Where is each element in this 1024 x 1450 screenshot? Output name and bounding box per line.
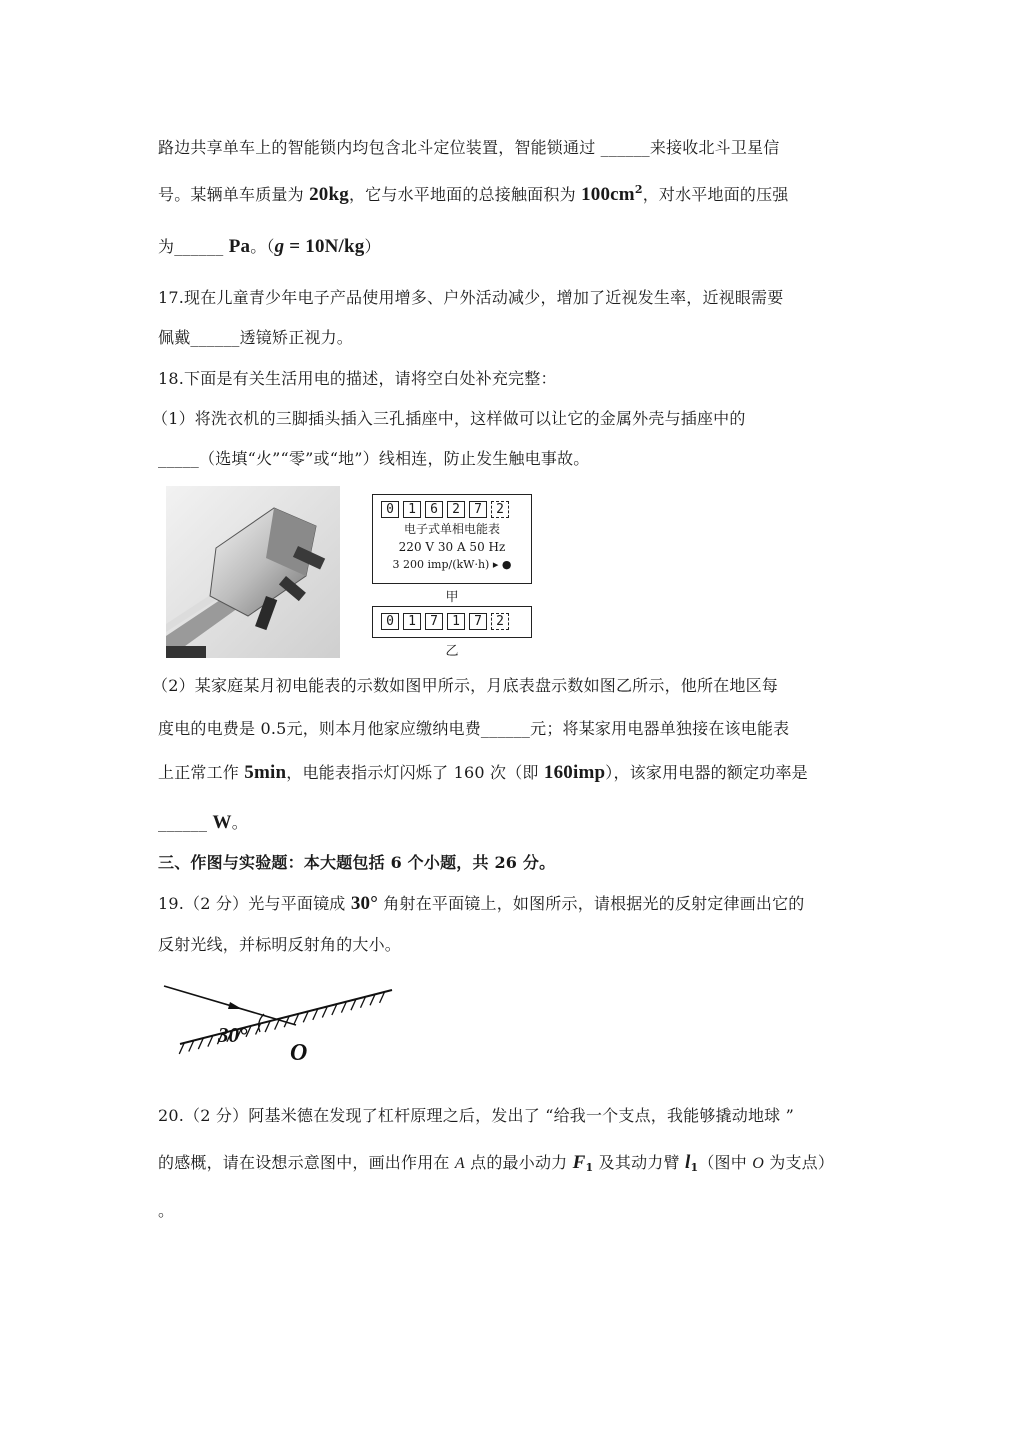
q16-line2-text-c: ，对水平地面的压强 (642, 185, 789, 204)
mirror-hatching (179, 992, 384, 1054)
q20-pivot-o: O (752, 1155, 764, 1172)
meter-jia-digit: 2 (491, 501, 509, 518)
q20-arm-sub: 1 (690, 1161, 699, 1174)
q16-line1: 路边共享单车上的智能锁内均包含北斗定位装置，智能锁通过 ______来接收北斗卫星信 (158, 138, 780, 157)
q20-arm-symbol: l (684, 1152, 691, 1173)
meter-yi-digits (381, 613, 523, 630)
q18-power-unit: W (212, 812, 232, 833)
q16-g-symbol: g (274, 236, 285, 257)
meter-jia-digit: 6 (425, 501, 443, 518)
q17-line2: 佩戴______透镜矫正视力。 (158, 328, 354, 347)
q20-line2-text-a: 的感概，请在设想示意图中，画出作用在 (158, 1153, 455, 1172)
q18-imp-count: 160imp (543, 762, 606, 783)
point-o-label: O (290, 1040, 308, 1065)
q18-p1-line2: _____（选填“火”“零”或“地”）线相连，防止发生触电事故。 (158, 449, 590, 468)
q16-line3-text-c: ） (364, 237, 381, 256)
meter-imp-label: 3 200 imp/(kW·h) (392, 558, 490, 571)
meter-jia-digit: 2 (447, 501, 465, 518)
angle-label: 30° (218, 1023, 248, 1047)
q20-force-symbol: F (572, 1152, 586, 1173)
meter-yi-digit: 7 (469, 613, 487, 630)
q19-line1-text-b: 角射在平面镜上，如图所示，请根据光的反射定律画出它的 (378, 894, 805, 913)
q18-p2-line3-text-b: ，电能表指示灯闪烁了 160 次（即 (286, 763, 544, 782)
q20-line3: 。 (158, 1201, 175, 1220)
q18-p2-line3-text-a: 上正常工作 (158, 763, 245, 782)
caption-yi: 乙 (445, 644, 459, 659)
meter-jia-digits (381, 501, 523, 518)
q16-line3-text-a: 为______ (158, 237, 229, 256)
q18-p2-line3 (158, 760, 808, 784)
meter-spec: 220 V 30 A 50 Hz (398, 540, 506, 554)
meter-jia-digit: 1 (403, 501, 421, 518)
q18-p2-line1: （2）某家庭某月初电能表的示数如图甲所示，月底表盘示数如图乙所示，他所在地区每 (152, 676, 778, 695)
q18-p1-line1: （1）将洗衣机的三脚插头插入三孔插座中，这样做可以让它的金属外壳与插座中的 (152, 409, 746, 428)
meter-yi-digit: 2 (491, 613, 509, 630)
q18-p2-line3-text-c: ），该家用电器的额定功率是 (605, 763, 808, 782)
meter-title: 电子式单相电能表 (403, 522, 500, 536)
meter-jia-digit: 0 (381, 501, 399, 518)
ray-arrow-icon (228, 1002, 242, 1009)
q16-line2-text-a: 号。某辆单车质量为 (158, 185, 310, 204)
meter-imp (381, 556, 523, 574)
q20-line2-text-b: 点的最小动力 (464, 1153, 573, 1172)
q16-line3-text-b: 。（ (250, 237, 275, 256)
mirror-surface (180, 990, 392, 1044)
q20-line2 (158, 1150, 834, 1174)
meter-yi-digit: 1 (447, 613, 465, 630)
q16-area: 100cm (581, 184, 635, 205)
q16-area-exp: 2 (634, 183, 643, 196)
q19-angle: 30° (350, 893, 379, 914)
meter-yi-digit: 1 (403, 613, 421, 630)
electric-meter-yi (372, 606, 532, 638)
indicator-light-icon: ▸ ● (492, 558, 512, 571)
q18-p2-line2: 度电的电费是 0.5元，则本月他家应缴纳电费______元；将某家用电器单独接在该电能表 (158, 719, 790, 738)
q18-intro: 18.下面是有关生活用电的描述，请将空白处补充完整： (158, 369, 557, 388)
electric-meter-jia (372, 494, 532, 584)
q16-pressure-unit: Pa (228, 236, 251, 257)
q19-line1 (158, 891, 805, 915)
q19-line2: 反射光线，并标明反射角的大小。 (158, 935, 402, 954)
q18-p2-line4 (158, 810, 248, 834)
q16-line2-text-b: ，它与水平地面的总接触面积为 (348, 185, 582, 204)
q18-p2-line4-blank: ______ (158, 813, 213, 832)
meter-yi-digit: 0 (381, 613, 399, 630)
q20-line2-text-e: 为支点） (763, 1153, 835, 1172)
q20-line2-text-d: （图中 (698, 1153, 753, 1172)
q17-line1: 17.现在儿童青少年电子产品使用增多、户外活动减少，增加了近视发生率，近视眼需要 (158, 288, 784, 307)
q20-point-a: A (454, 1155, 465, 1172)
meter-yi-digit: 7 (425, 613, 443, 630)
plane-mirror-diagram (160, 980, 410, 1065)
caption-jia: 甲 (445, 590, 459, 605)
section3-heading: 三、作图与实验题：本大题包括 6 个小题，共 26 分。 (158, 853, 556, 872)
q20-line2-text-c: 及其动力臂 (593, 1153, 685, 1172)
meter-jia-digit: 7 (469, 501, 487, 518)
q16-mass: 20kg (309, 184, 349, 205)
three-pin-plug-photo (166, 486, 340, 658)
mirror-svg (160, 980, 410, 1065)
q16-line3 (158, 234, 381, 258)
q16-line2 (158, 182, 789, 206)
q20-force-sub: 1 (585, 1161, 594, 1174)
q18-p2-line4-end: 。 (231, 813, 248, 832)
q16-g-value: = 10N/kg (284, 236, 365, 257)
q20-line1: 20.（2 分）阿基米德在发现了杠杆原理之后，发出了 “给我一个支点，我能够撬动地球 ” (158, 1106, 795, 1125)
q18-time: 5min (244, 762, 287, 783)
q19-line1-text-a: 19.（2 分）光与平面镜成 (158, 894, 351, 913)
plug-illustration (166, 486, 340, 658)
